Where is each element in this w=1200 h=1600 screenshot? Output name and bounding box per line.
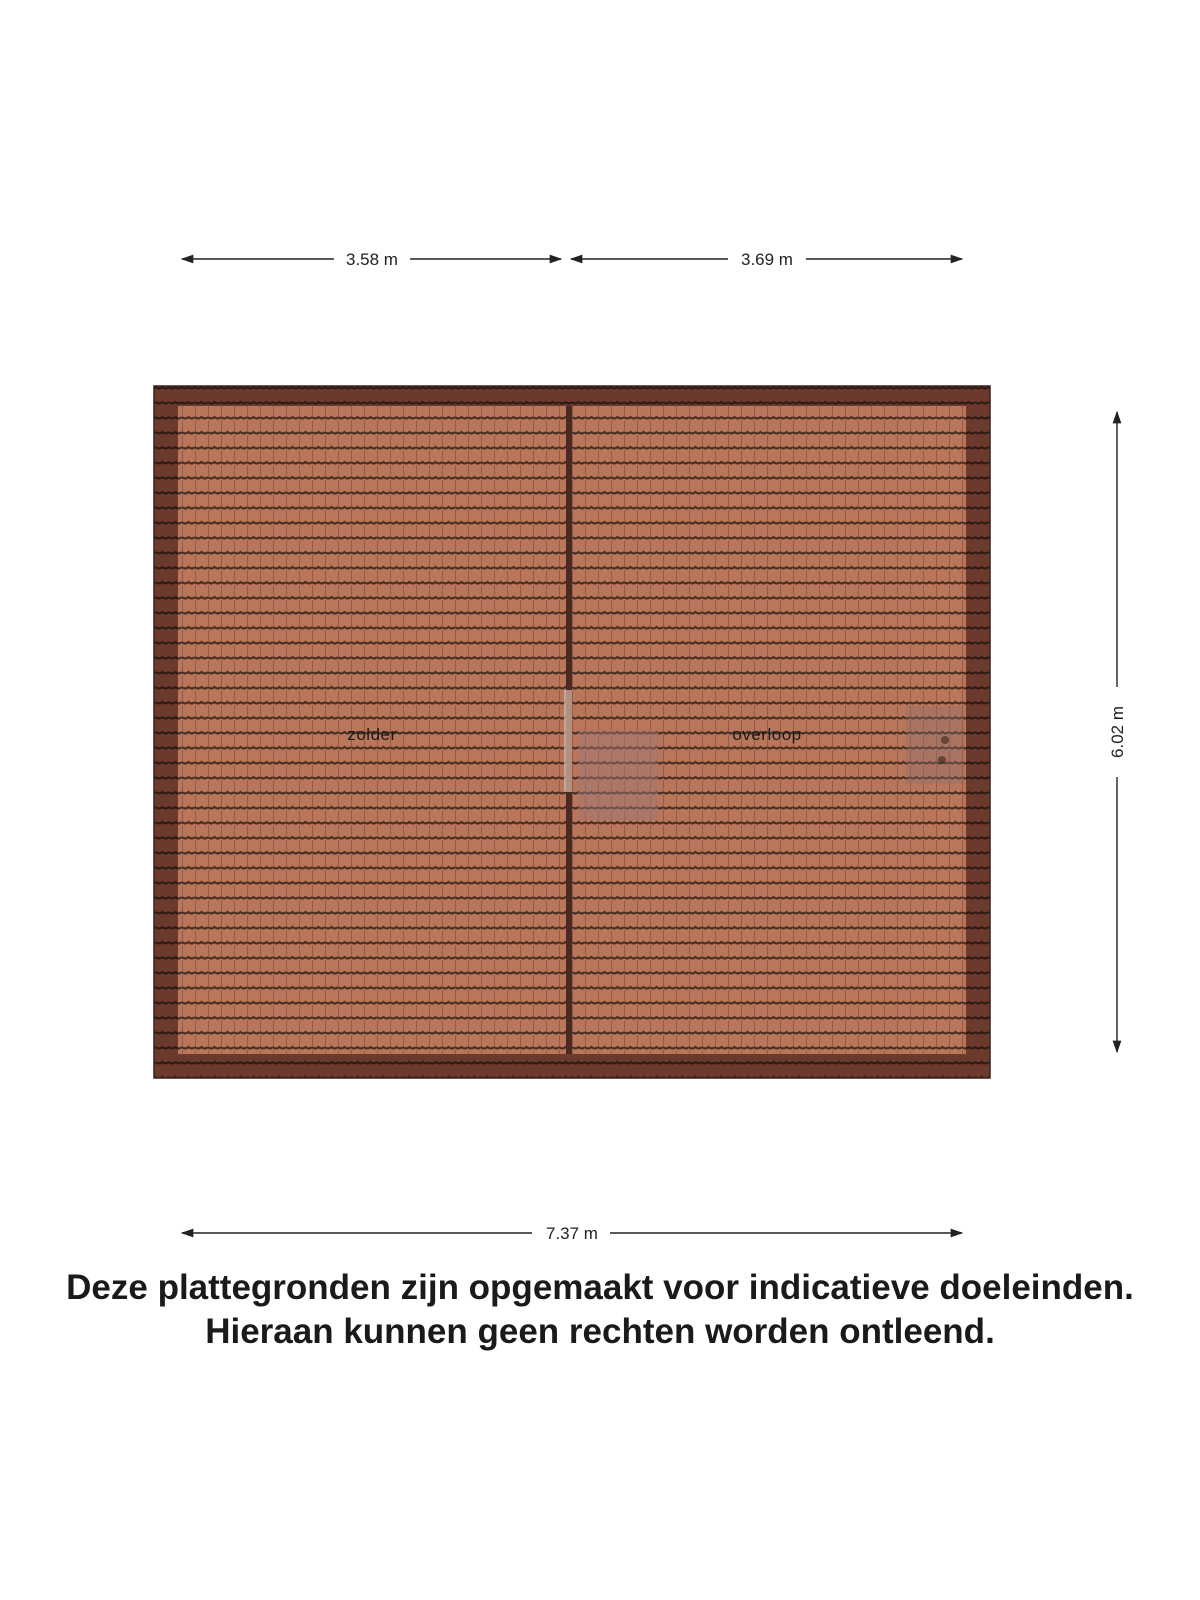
dimension-label-bottom: 7.37 m [546,1224,598,1243]
roof-window-handle-icon [938,756,946,764]
roof-window [906,706,964,784]
dimension-label-top-right: 3.69 m [741,250,793,269]
roof-divider-gap [564,690,572,792]
room-label-overloop: overloop [732,725,802,744]
disclaimer-line-1: Deze plattegronden zijn opgemaakt voor indicatieve doeleinden. [66,1268,1134,1307]
stair-opening [578,730,658,820]
room-label-zolder: zolder [347,725,397,744]
dimension-bottom [182,1224,962,1243]
roof-window-handle-icon [941,736,949,744]
roof-plan [154,386,990,1078]
disclaimer-line-2: Hieraan kunnen geen rechten worden ontleend. [205,1312,995,1351]
dimension-top-left [182,250,561,269]
dimension-label-right: 6.02 m [1108,706,1127,758]
dimension-right [1108,412,1127,1052]
dimension-label-top-left: 3.58 m [346,250,398,269]
dimension-top-right [571,250,962,269]
